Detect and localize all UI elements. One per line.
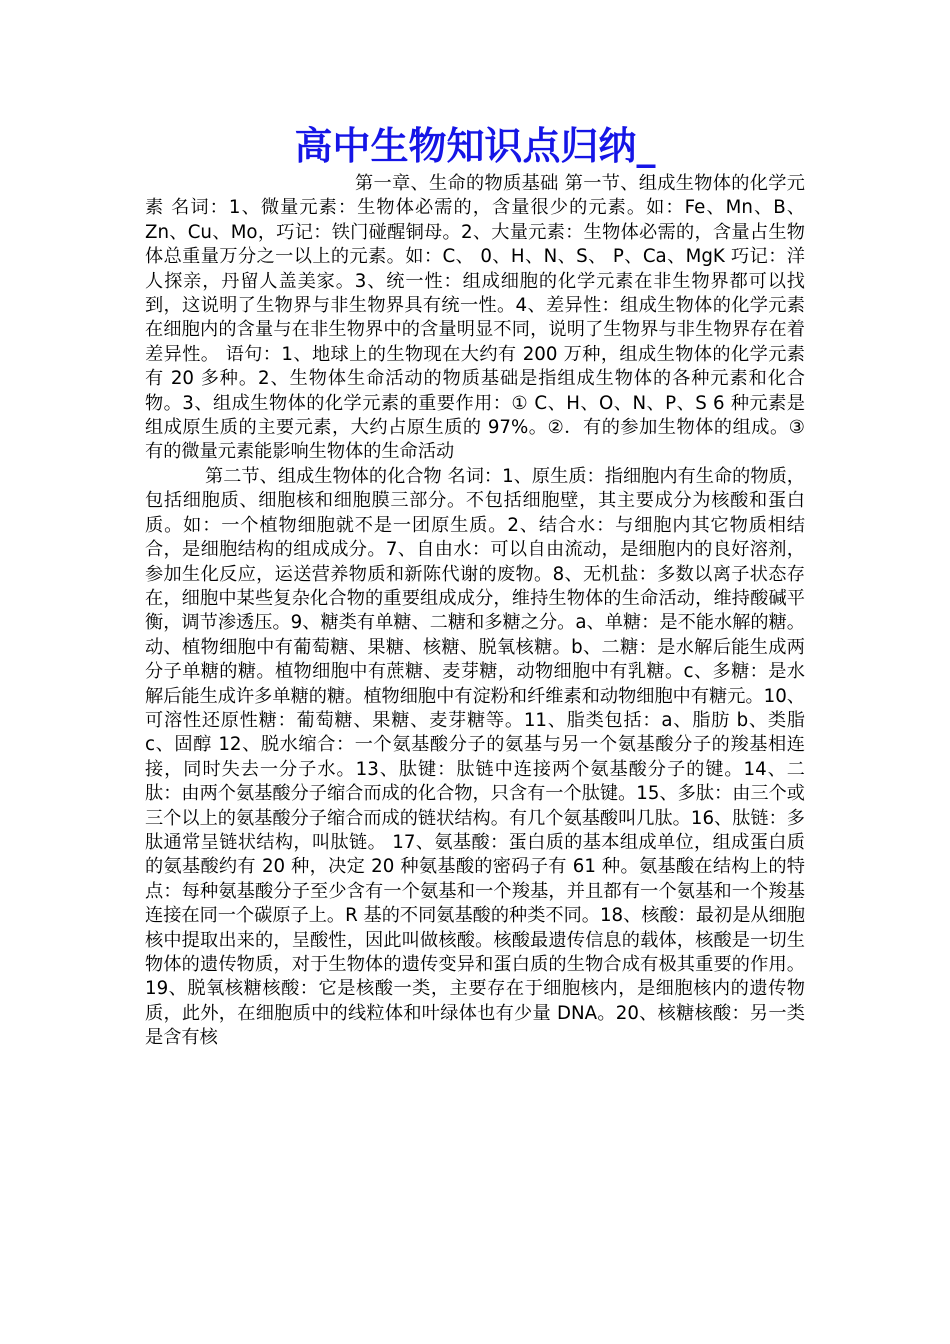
paragraph-chapter-1-section-1: 第一章、生命的物质基础 第一节、组成生物体的化学元素 名词：1、微量元素：生物体必需的，含量很少的元素。如：Fe、Mn、B、Zn、Cu、Mo，巧记：铁门碰醒铜母。2、大量元素：生物体必需的，含量占生物体总重量万分之一以上的元素。如：C、 0、H、N、S、 P、Ca、MgK 巧记：洋人探亲，丹留人盖美家。3、统一性：组成细胞的化学元素在非生物界都可以找到，这说明了生物界与非生物界具有统一性。4、差异性：组成生物体的化学元素在细胞内的含量与在非生物界中的含量明显不同，说明了生物界与非生物界存在着差异性。 语句：1、地球上的生物现在大约有 200 万种，组成生物体的化学元素有 20 多种。2、生物体生命活动的物质基础是指组成生物体的各种元素和化合物。3、组成生物体的化学元素的重要作用：① C、H、O、N、P、S 6 种元素是组成原生质的主要元素，大约占原生质的 97%。②．有的参加生物体的组成。③有的微量元素能影响生物体的生命活动	[145, 173, 805, 463]
document-title: 高中生物知识点归纳_	[294, 123, 656, 168]
document-body	[145, 172, 805, 1051]
paragraph-section-2: 第二节、组成生物体的化合物 名词：1、原生质：指细胞内有生命的物质，包括细胞质、细胞核和细胞膜三部分。不包括细胞壁，其主要成分为核酸和蛋白质。如：一个植物细胞就不是一团原生质。2、结合水：与细胞内其它物质相结合，是细胞结构的组成成分。7、自由水：可以自由流动，是细胞内的良好溶剂，参加生化反应，运送营养物质和新陈代谢的废物。8、无机盐：多数以离子状态存在，细胞中某些复杂化合物的重要组成成分，维持生物体的生命活动，维持酸碱平衡，调节渗透压。9、糖类有单糖、二糖和多糖之分。a、单糖：是不能水解的糖。动、植物细胞中有葡萄糖、果糖、核糖、脱氧核糖。b、二糖：是水解后能生成两分子单糖的糖。植物细胞中有蔗糖、麦芽糖，动物细胞中有乳糖。c、多糖：是水解后能生成许多单糖的糖。植物细胞中有淀粉和纤维素和动物细胞中有糖元。10、可溶性还原性糖：葡萄糖、果糖、麦芽糖等。11、脂类包括：a、脂肪 b、类脂 c、固醇 12、脱水缩合：一个氨基酸分子的氨基与另一个氨基酸分子的羧基相连接，同时失去一分子水。13、肽键：肽链中连接两个氨基酸分子的键。14、二肽：由两个氨基酸分子缩合而成的化合物，只含有一个肽键。15、多肽：由三个或三个以上的氨基酸分子缩合而成的链状结构。有几个氨基酸叫几肽。16、肽链：多肽通常呈链状结构，叫肽链。 17、氨基酸：蛋白质的基本组成单位，组成蛋白质的氨基酸约有 20 种，决定 20 种氨基酸的密码子有 61 种。氨基酸在结构上的特点：每种氨基酸分子至少含有一个氨基和一个羧基，并且都有一个氨基和一个羧基连接在同一个碳原子上。R 基的不同氨基酸的种类不同。18、核酸：最初是从细胞核中提取出来的，呈酸性，因此叫做核酸。核酸最遗传信息的载体，核酸是一切生物体的遗传物质，对于生物体的遗传变异和蛋白质的生物合成有极其重要的作用。19、脱氧核糖核酸：它是核酸一类，主要存在于细胞核内，是细胞核内的遗传物质，此外，在细胞质中的线粒体和叶绿体也有少量 DNA。20、核糖核酸：另一类是含有核	[145, 465, 805, 1049]
